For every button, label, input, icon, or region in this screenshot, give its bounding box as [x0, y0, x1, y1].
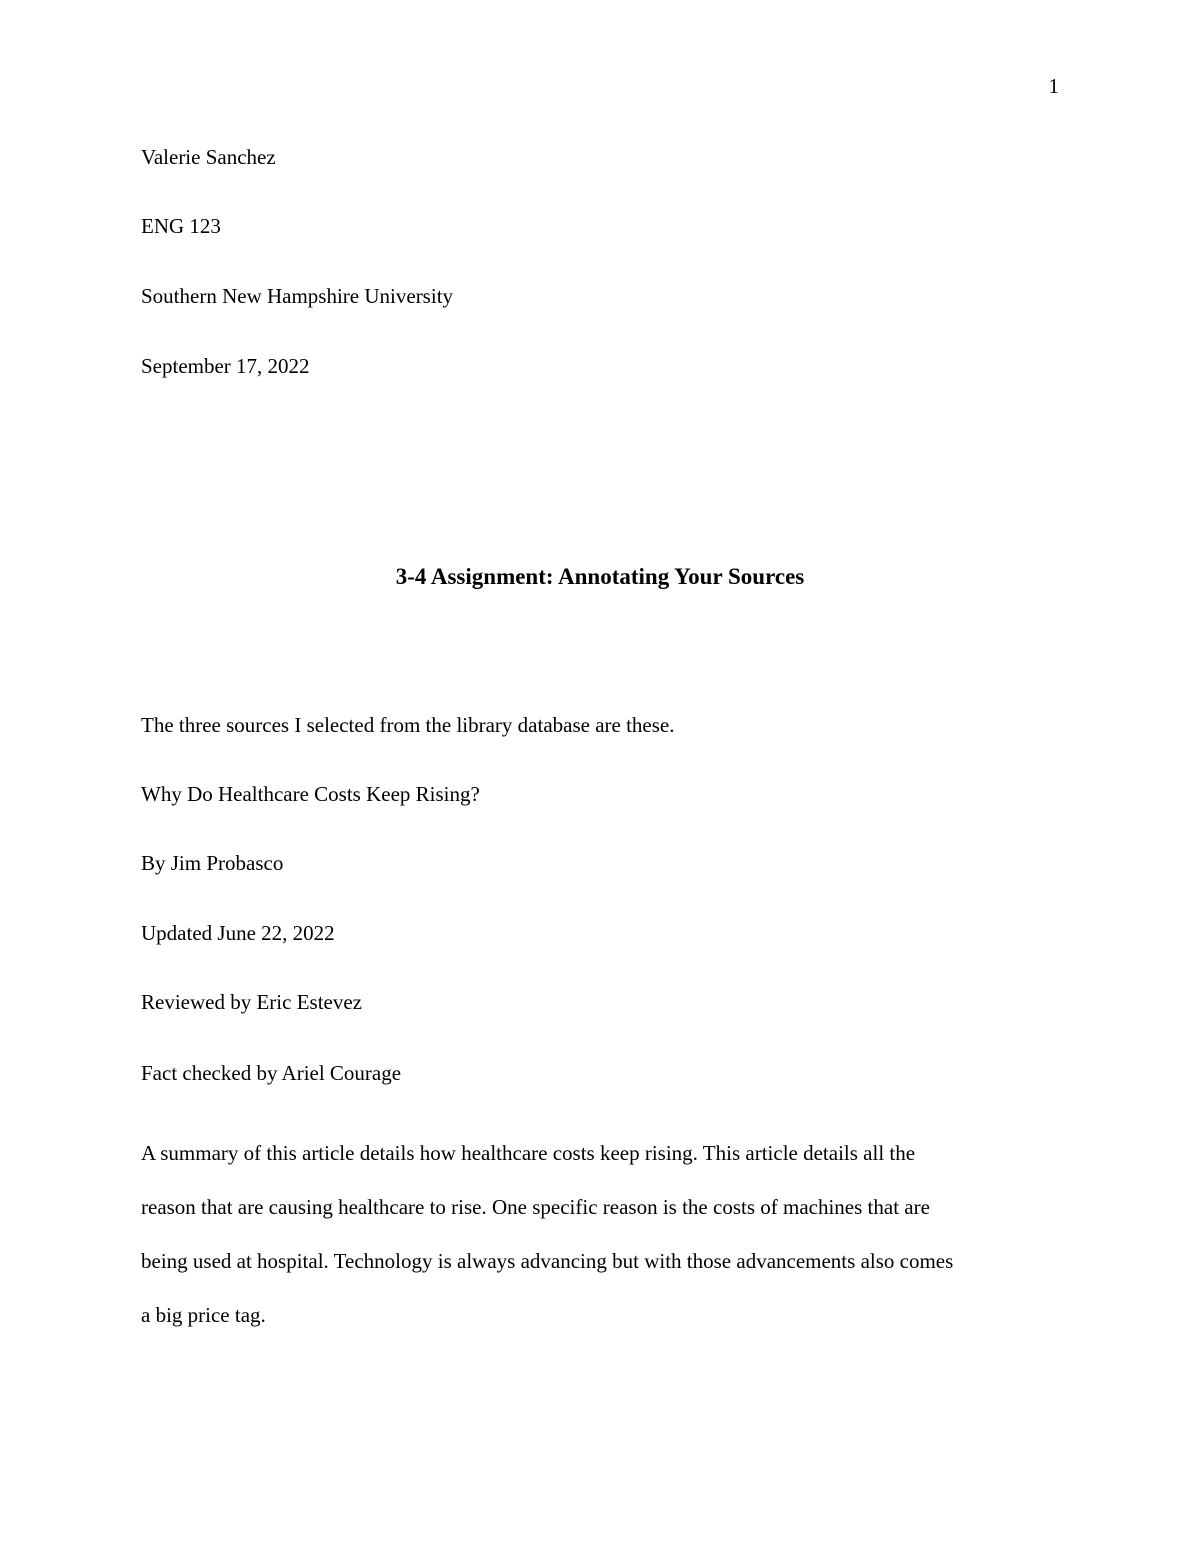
document-title: 3-4 Assignment: Annotating Your Sources — [395, 564, 805, 589]
source-fact-checker: Fact checked by Ariel Courage — [141, 1061, 402, 1085]
source-reviewer: Reviewed by Eric Estevez — [141, 990, 362, 1014]
author-name: Valerie Sanchez — [141, 145, 276, 169]
summary-paragraph — [141, 1126, 1071, 1342]
summary-line: a big price tag. — [141, 1303, 266, 1327]
intro-sentence: The three sources I selected from the library database are these. — [141, 713, 675, 737]
source-updated-date: Updated June 22, 2022 — [141, 921, 335, 945]
course-code: ENG 123 — [141, 214, 221, 238]
school-name: Southern New Hampshire University — [141, 284, 454, 308]
submission-date: September 17, 2022 — [141, 354, 310, 378]
summary-line: being used at hospital. Technology is always advancing but with those advancements also comes — [141, 1249, 954, 1273]
page-number: 1 — [1048, 74, 1059, 98]
summary-line: A summary of this article details how healthcare costs keep rising. This article details all the — [141, 1141, 916, 1165]
summary-line: reason that are causing healthcare to rise. One specific reason is the costs of machines that are — [141, 1195, 930, 1219]
source-title: Why Do Healthcare Costs Keep Rising? — [141, 782, 480, 806]
source-author: By Jim Probasco — [141, 851, 284, 875]
